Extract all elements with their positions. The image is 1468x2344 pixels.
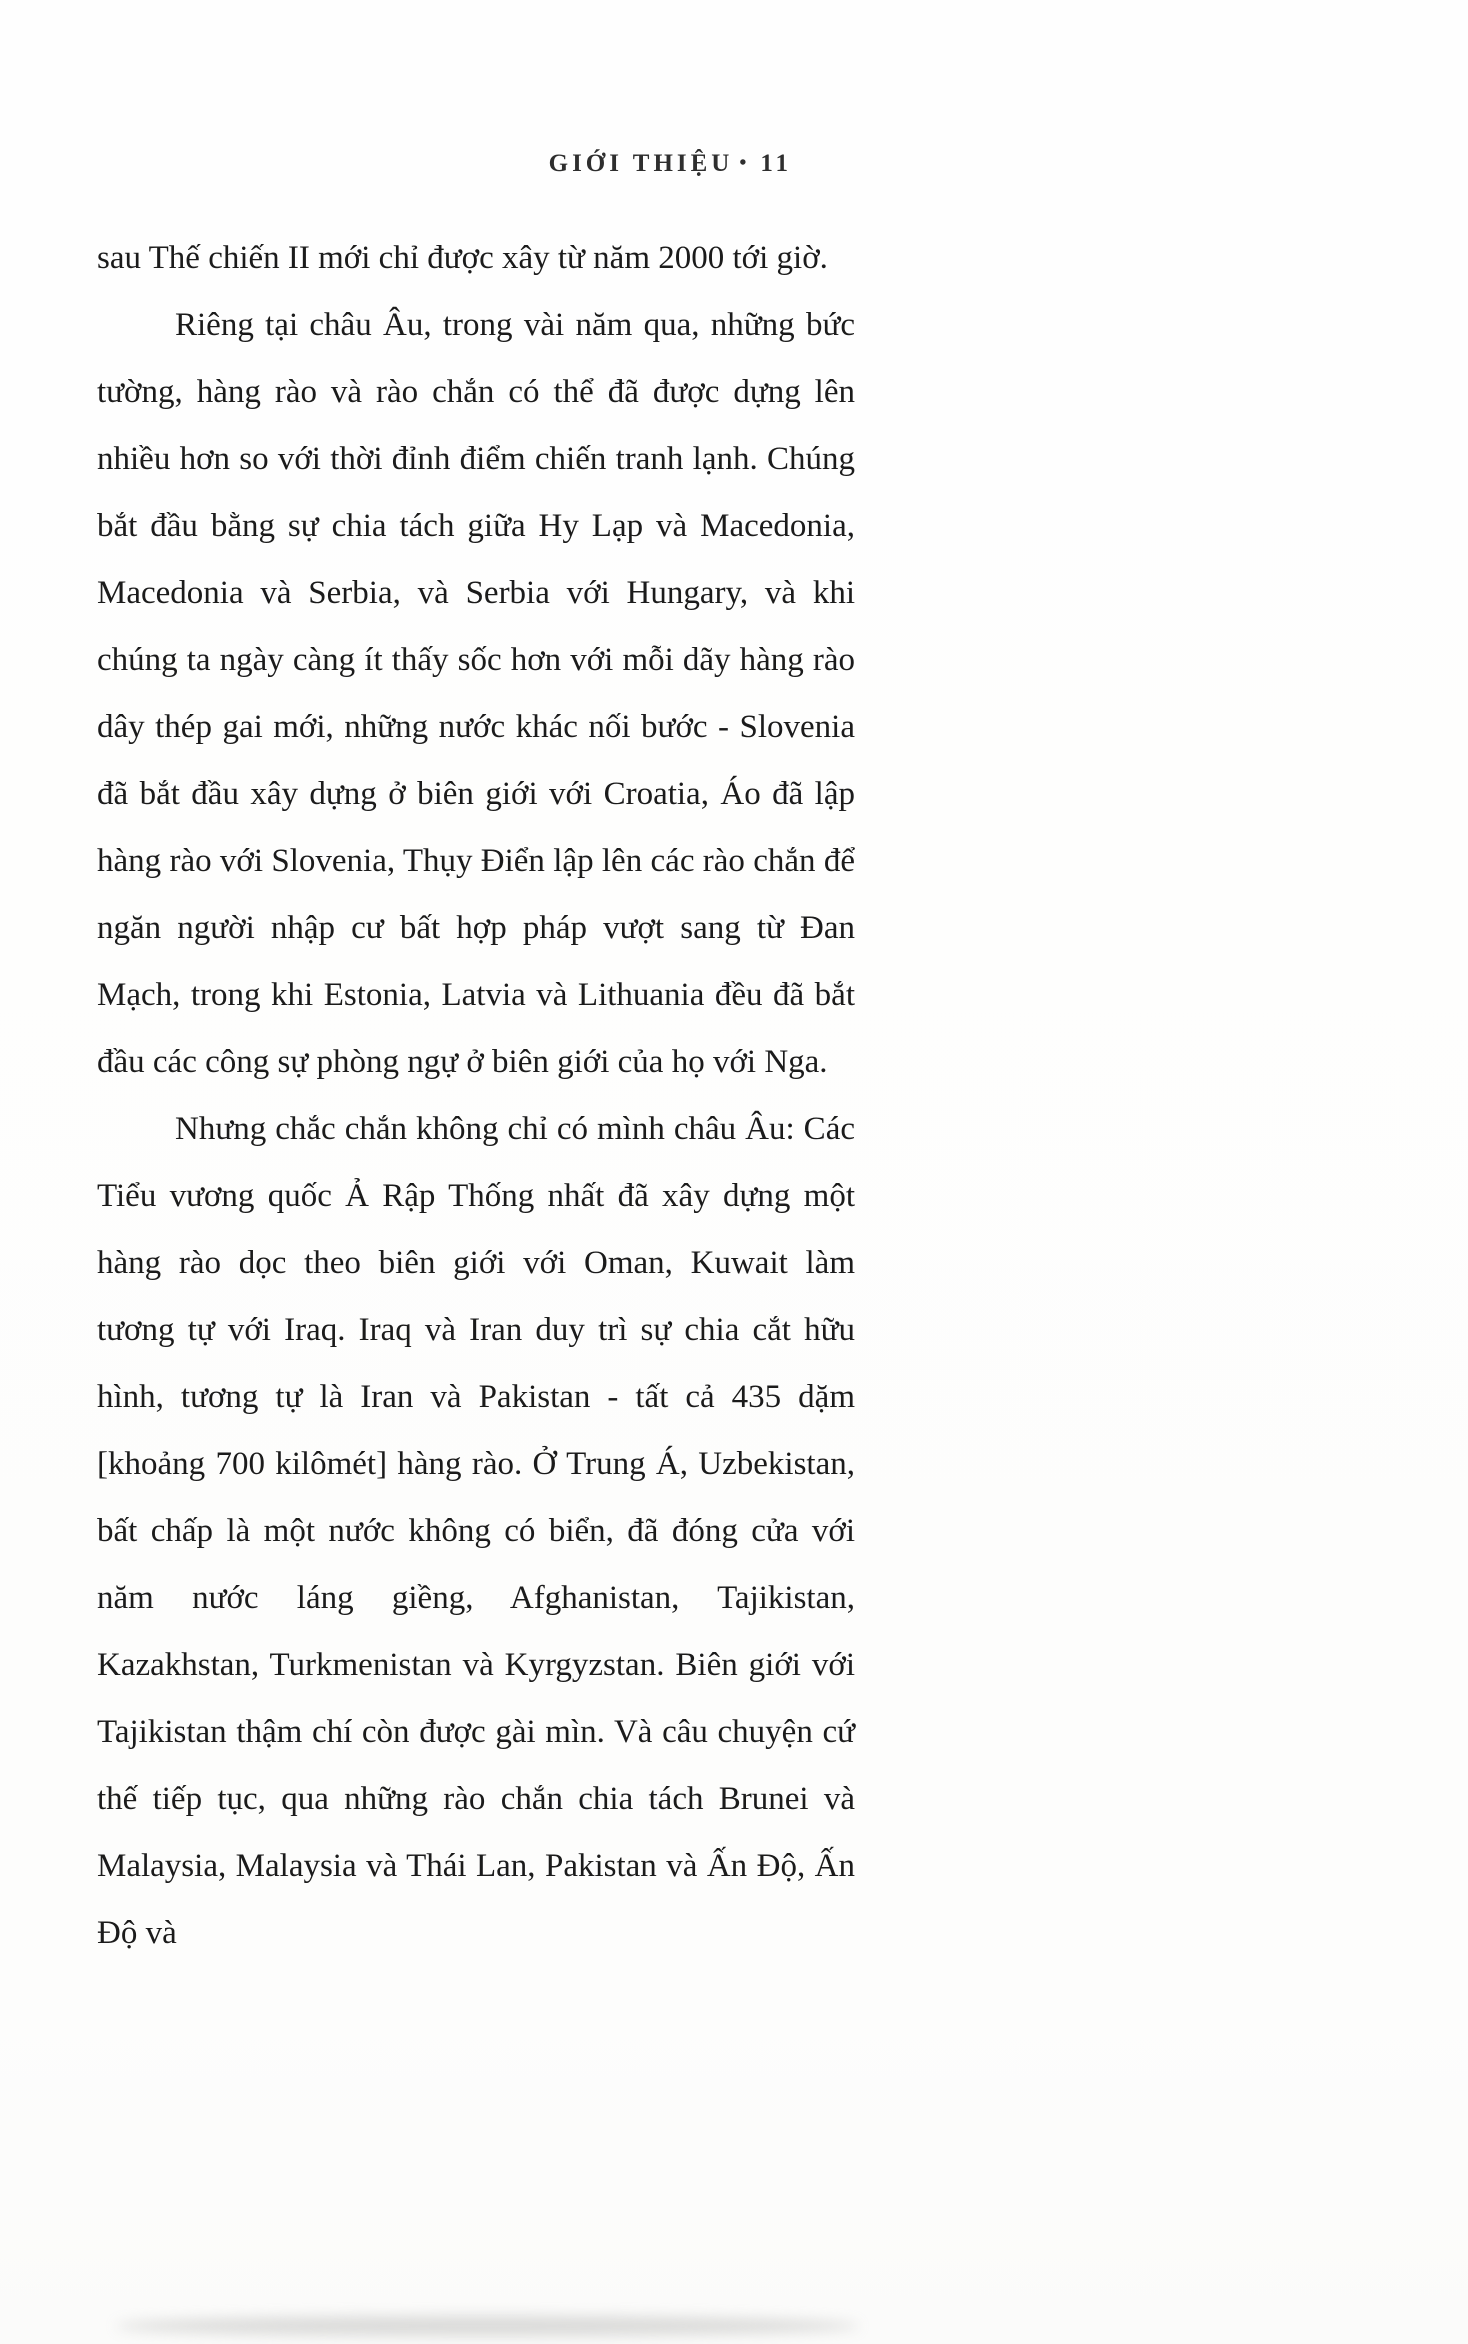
body-text [97, 225, 855, 1967]
paragraph-continuation: sau Thế chiến II mới chỉ được xây từ năm 2000 tới giờ. [97, 240, 828, 276]
section-title: GIỚI THIỆU [548, 150, 734, 177]
scan-artifact [115, 2316, 860, 2336]
page-header [97, 150, 792, 178]
page-number: 11 [760, 150, 792, 177]
header-separator: • [739, 152, 751, 174]
paragraph: Nhưng chắc chắn không chỉ có mình châu Âu: Các Tiểu vương quốc Ả Rập Thống nhất đã xây dựng một hàng rào dọc theo biên giới với Oman, Kuwait làm tương tự với Iraq. Iraq và Iran duy trì sự chia cắt hữu hình, tương tự là Iran và Pakistan - tất cả 435 dặm [khoảng 700 kilômét] hàng rào. Ở Trung Á, Uzbekistan, bất chấp là một nước không có biển, đã đóng cửa với năm nước láng giềng, Afghanistan, Tajikistan, Kazakhstan, Turkmenistan và Kyrgyzstan. Biên giới với Tajikistan thậm chí còn được gài mìn. Và câu chuyện cứ thế tiếp tục, qua những rào chắn chia tách Brunei và Malaysia, Malaysia và Thái Lan, Pakistan và Ấn Độ, Ấn Độ và [97, 1111, 855, 1951]
paragraph: Riêng tại châu Âu, trong vài năm qua, những bức tường, hàng rào và rào chắn có thể đã được dựng lên nhiều hơn so với thời đỉnh điểm chiến tranh lạnh. Chúng bắt đầu bằng sự chia tách giữa Hy Lạp và Macedonia, Macedonia và Serbia, và Serbia với Hungary, và khi chúng ta ngày càng ít thấy sốc hơn với mỗi dãy hàng rào dây thép gai mới, những nước khác nối bước - Slovenia đã bắt đầu xây dựng ở biên giới với Croatia, Áo đã lập hàng rào với Slovenia, Thụy Điển lập lên các rào chắn để ngăn người nhập cư bất hợp pháp vượt sang từ Đan Mạch, trong khi Estonia, Latvia và Lithuania đều đã bắt đầu các công sự phòng ngự ở biên giới của họ với Nga. [97, 307, 855, 1080]
